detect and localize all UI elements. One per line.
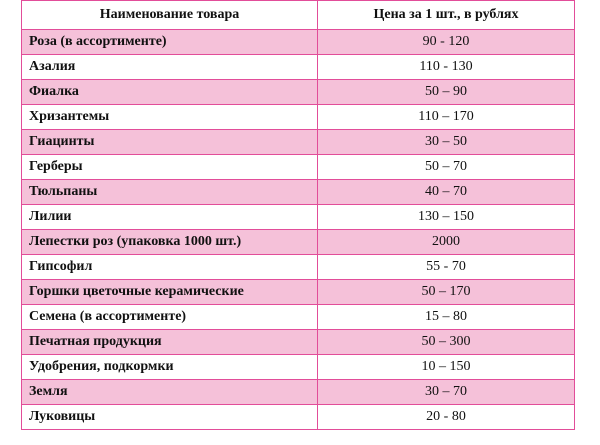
price-cell: 40 – 70 xyxy=(318,180,575,205)
price-cell: 50 – 70 xyxy=(318,155,575,180)
table-row xyxy=(22,330,575,355)
product-name-cell: Хризантемы xyxy=(22,105,318,130)
table-row xyxy=(22,280,575,305)
table-header-row xyxy=(22,1,575,30)
header-product-name: Наименование товара xyxy=(22,1,318,30)
product-name-cell: Земля xyxy=(22,380,318,405)
table-row xyxy=(22,155,575,180)
product-name-cell: Герберы xyxy=(22,155,318,180)
table-row xyxy=(22,355,575,380)
product-name-cell: Луковицы xyxy=(22,405,318,430)
table-row xyxy=(22,105,575,130)
table-row xyxy=(22,405,575,430)
table-row xyxy=(22,130,575,155)
table-row xyxy=(22,80,575,105)
product-name-cell: Фиалка xyxy=(22,80,318,105)
product-name-cell: Лилии xyxy=(22,205,318,230)
price-cell: 15 – 80 xyxy=(318,305,575,330)
table-row xyxy=(22,205,575,230)
header-price: Цена за 1 шт., в рублях xyxy=(318,1,575,30)
table-row xyxy=(22,305,575,330)
price-table xyxy=(21,0,575,430)
price-cell: 55 - 70 xyxy=(318,255,575,280)
table-row xyxy=(22,30,575,55)
table-row xyxy=(22,55,575,80)
price-cell: 50 – 170 xyxy=(318,280,575,305)
product-name-cell: Печатная продукция xyxy=(22,330,318,355)
price-cell: 30 – 70 xyxy=(318,380,575,405)
table-row xyxy=(22,380,575,405)
product-name-cell: Гиацинты xyxy=(22,130,318,155)
product-name-cell: Семена (в ассортименте) xyxy=(22,305,318,330)
table-row xyxy=(22,255,575,280)
price-cell: 20 - 80 xyxy=(318,405,575,430)
price-cell: 110 – 170 xyxy=(318,105,575,130)
product-name-cell: Гипсофил xyxy=(22,255,318,280)
price-cell: 90 - 120 xyxy=(318,30,575,55)
price-cell: 10 – 150 xyxy=(318,355,575,380)
price-cell: 130 – 150 xyxy=(318,205,575,230)
product-name-cell: Роза (в ассортименте) xyxy=(22,30,318,55)
product-name-cell: Азалия xyxy=(22,55,318,80)
product-name-cell: Тюльпаны xyxy=(22,180,318,205)
price-cell: 30 – 50 xyxy=(318,130,575,155)
price-cell: 50 – 90 xyxy=(318,80,575,105)
product-name-cell: Горшки цветочные керамические xyxy=(22,280,318,305)
table-row xyxy=(22,180,575,205)
product-name-cell: Лепестки роз (упаковка 1000 шт.) xyxy=(22,230,318,255)
price-cell: 50 – 300 xyxy=(318,330,575,355)
product-name-cell: Удобрения, подкормки xyxy=(22,355,318,380)
table-row xyxy=(22,230,575,255)
price-cell: 110 - 130 xyxy=(318,55,575,80)
price-cell: 2000 xyxy=(318,230,575,255)
